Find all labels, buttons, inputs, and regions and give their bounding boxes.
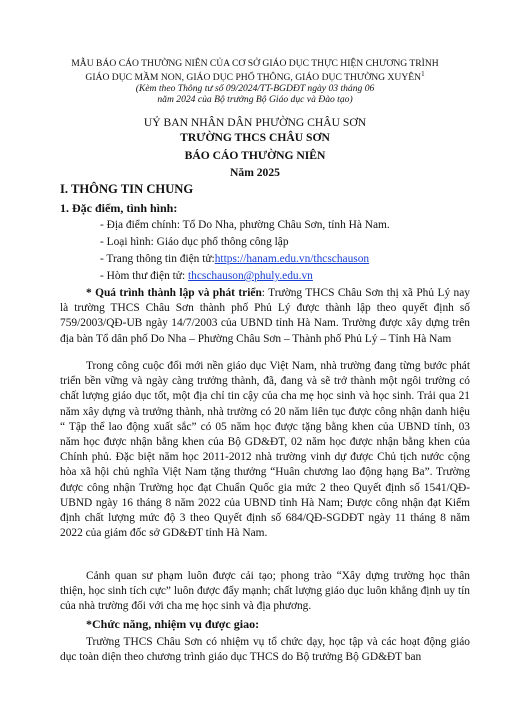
environment-paragraph: Cảnh quan sư phạm luôn được cải tạo; phong trào “Xây dựng trường học thân thiện, học sinh tích cực” luôn được đẩy mạnh; chất lượng giáo dục luôn khẳng định uy tín của nhà trường đối với cha mẹ học sinh và địa phương. (60, 570, 470, 613)
email-label: - Hòm thư điện tử: (100, 270, 188, 282)
header-line-2-text: GIÁO DỤC MẦM NON, GIÁO DỤC PHỔ THÔNG, GIÁO DỤC THƯỜNG XUYÊN (85, 72, 422, 84)
website-label: - Trang thông tin điện tử: (100, 253, 215, 265)
template-header (40, 58, 470, 105)
committee-name: UỶ BAN NHÂN DÂN PHƯỜNG CHÂU SƠN (143, 116, 367, 129)
address-item: - Địa điểm chính: Tổ Do Nha, phường Châu Sơn, tỉnh Hà Nam. (100, 219, 390, 231)
history-paragraph (60, 286, 470, 347)
report-year: Năm 2025 (230, 166, 280, 179)
history-text: : Trường THCS Châu Sơn thị xã Phủ Lý nay là trường THCS Châu Sơn thành phố Phủ Lý được thành lập theo quyết định số 759/2003/QĐ-UB ngày 14/7/2003 của UBND tỉnh Hà Nam. Trường được xây dựng trên địa bàn Tổ dân phố Do Nha – Phường Châu Sơn – Thành phố Phủ Lý – Tỉnh Hà Nam (60, 287, 470, 345)
footnote-marker: 1 (421, 70, 425, 78)
email-item (100, 270, 313, 282)
header-line-1: MẪU BÁO CÁO THƯỜNG NIÊN CỦA CƠ SỞ GIÁO DỤC THỰC HIỆN CHƯƠNG TRÌNH (71, 58, 439, 69)
website-item (100, 253, 369, 265)
website-link[interactable]: https://hanam.edu.vn/thcschauson (214, 253, 370, 265)
header-line-2 (40, 69, 470, 83)
history-label: * Quá trình thành lập và phát triển (86, 287, 262, 299)
report-title: BÁO CÁO THƯỜNG NIÊN (184, 149, 326, 162)
functions-subtitle: *Chức năng, nhiệm vụ được giao: (86, 617, 260, 631)
school-name: TRƯỜNG THCS CHÂU SƠN (180, 131, 330, 144)
header-line-4: năm 2024 của Bộ trưởng Bộ Giáo dục và Đào tạo) (157, 94, 353, 106)
email-link[interactable]: thcschauson@phuly.edu.vn (187, 270, 313, 282)
functions-paragraph: Trường THCS Châu Sơn có nhiệm vụ tổ chức dạy, học tập và các hoạt động giáo dục toàn diện theo chương trình giáo dục THCS do Bộ trưởng Bộ GD&ĐT ban (60, 636, 470, 664)
header-line-3: (Kèm theo Thông tư số 09/2024/TT-BGDĐT ngày 03 tháng 06 (135, 83, 375, 95)
section-title: I. THÔNG TIN CHUNG (60, 182, 194, 196)
subsection-title: 1. Đặc điểm, tình hình: (60, 201, 178, 215)
achievements-paragraph: Trong công cuộc đổi mới nền giáo dục Việt Nam, nhà trường đang từng bước phát triển bền vững và ngày càng trưởng thành, đã, đang và sẽ trở thành một ngôi trường có chất lượng giáo dục tốt, một địa chỉ tin cậy của cha mẹ học sinh và học sinh. Trải qua 21 năm xây dựng và trưởng thành, nhà trường có 20 năm liên tục được công nhận danh hiệu “ Tập thể lao động xuất sắc” có 05 năm học được tặng bằng khen của UBND tỉnh, 03 năm học được nhận bằng khen của Bộ GD&ĐT, 02 năm học được nhận bằng khen của Chính phủ. Đặc biệt năm học 2011-2012 nhà trường vinh dự được Chủ tịch nước cộng hòa xã hội chủ nghĩa Việt Nam tặng thưởng “Huân chương lao động hạng Ba”. Trường được công nhận Trường học đạt Chuẩn Quốc gia mức 2 theo Quyết định số 1541/QĐ-UBND ngày 16 tháng 8 năm 2022 của UBND tỉnh Hà Nam; Được công nhận đạt Kiểm định chất lượng mức độ 3 theo Quyết định số 684/QĐ-SGDĐT ngày 11 tháng 8 năm 2022 của giám đốc sở GD&ĐT tỉnh Hà Nam. (60, 360, 470, 540)
type-item: - Loại hình: Giáo dục phổ thông công lập (100, 236, 289, 248)
